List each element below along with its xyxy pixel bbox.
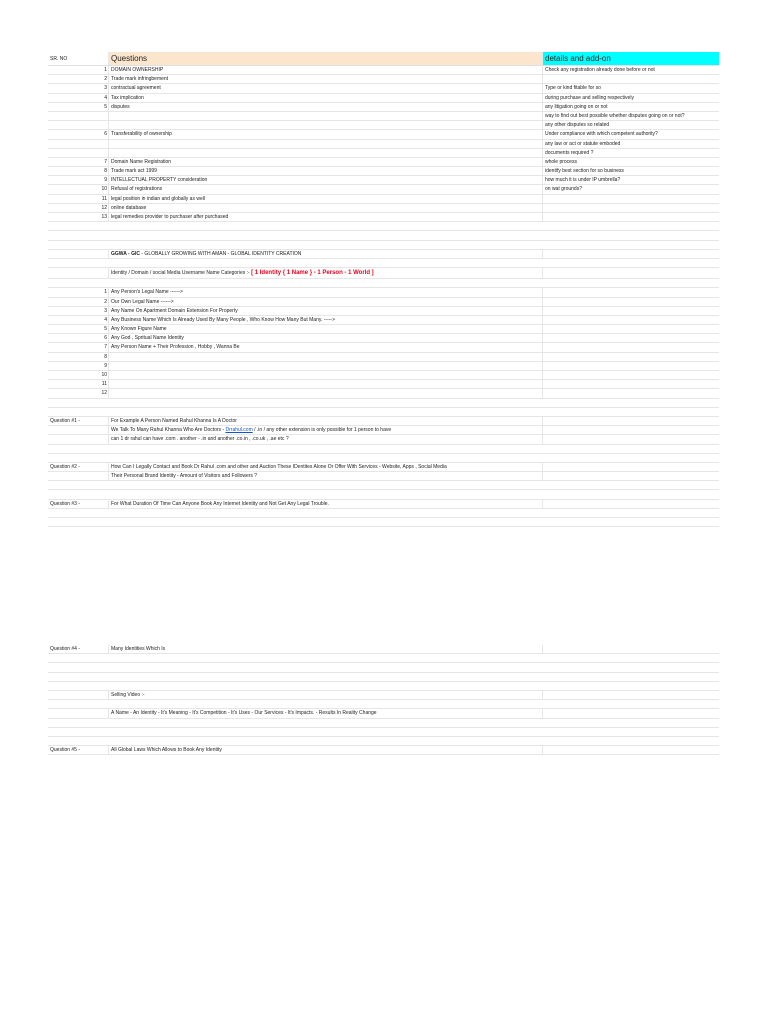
category-row	[48, 334, 719, 343]
question-row	[48, 103, 719, 112]
row-detail	[543, 213, 719, 221]
question-row	[48, 195, 719, 204]
row-text	[109, 140, 543, 148]
row-detail: any other disputes so related	[545, 122, 610, 129]
q2-row	[48, 463, 719, 472]
blank-row	[48, 222, 719, 231]
row-number: 12	[48, 204, 109, 212]
category-row	[48, 298, 719, 307]
question-row	[48, 167, 719, 176]
row-number: 5	[48, 325, 109, 333]
identity-categories-line	[109, 268, 543, 278]
row-text: legal position in indian and globally as well	[109, 195, 543, 203]
row-detail	[543, 343, 719, 351]
row-number: 6	[48, 334, 109, 342]
sheet-bottom	[48, 645, 719, 755]
row-text: Any Business Name Which Is Already Used By Many People , Who Know How Many But Many. ----->	[109, 316, 543, 324]
questions-table	[48, 66, 719, 222]
row-detail	[543, 389, 719, 397]
q3-label: Question #3 -	[48, 500, 109, 508]
header-details: details and add-on	[543, 52, 719, 65]
q1-line2: We Talk To Many Rahul Khanna Who Are Doctors - Drrahul.com / .in / any other extension is only possible for 1 person to have	[109, 426, 543, 434]
row-text	[109, 362, 543, 370]
category-row	[48, 325, 719, 334]
category-row	[48, 288, 719, 297]
row-detail	[543, 380, 719, 388]
row-text: disputes	[109, 103, 543, 111]
question-row	[48, 66, 719, 75]
row-number: 3	[48, 307, 109, 315]
identity-categories-text: Identity / Domain / social Media Username Name Categories :-	[111, 270, 252, 277]
blank-row	[48, 518, 719, 527]
row-number: 10	[48, 185, 109, 193]
row-detail	[543, 353, 719, 361]
selling-video-label: Selling Video :-	[109, 691, 543, 699]
row-text	[109, 380, 543, 388]
row-text: Tax implication	[109, 94, 543, 102]
row-text: Trade mark infringbement	[109, 75, 543, 83]
identity-row	[48, 268, 719, 279]
blank-row	[48, 408, 719, 417]
ggwa-row	[48, 250, 719, 259]
category-row	[48, 316, 719, 325]
row-detail: any law or act or statute emboded	[545, 140, 621, 147]
q4-row	[48, 645, 719, 654]
row-number: 2	[48, 298, 109, 306]
blank-row	[48, 509, 719, 518]
question-row	[48, 94, 719, 103]
categories-list	[48, 288, 719, 398]
row-detail	[543, 195, 719, 203]
row-detail: whole process	[545, 158, 577, 165]
blank-row	[48, 654, 719, 663]
category-row	[48, 307, 719, 316]
row-text: Any Person's Legal Name ------>	[109, 288, 543, 296]
blank-row	[48, 259, 719, 268]
row-text	[109, 121, 543, 129]
row-detail: Check any registration already done before or not	[545, 67, 655, 73]
q1-row	[48, 435, 719, 444]
row-number: 8	[48, 167, 109, 175]
header-sr-no: SR. NO	[48, 52, 109, 65]
row-number: 3	[48, 84, 109, 92]
row-detail	[543, 298, 719, 306]
row-detail: Under compliance with which competent authority?	[545, 131, 658, 138]
question-row	[48, 75, 719, 84]
row-number: 9	[48, 362, 109, 370]
ggwa-title	[109, 250, 543, 258]
blank-row	[48, 682, 719, 691]
row-detail: documents required ?	[545, 149, 594, 156]
q1-row	[48, 426, 719, 435]
row-detail	[543, 334, 719, 342]
question-row	[48, 121, 719, 130]
row-number: 6	[48, 130, 109, 138]
aname-row	[48, 709, 719, 718]
row-number	[48, 149, 109, 157]
question-row	[48, 130, 719, 139]
row-number: 7	[48, 343, 109, 351]
blank-row	[48, 445, 719, 454]
question-row	[48, 112, 719, 121]
category-row	[48, 389, 719, 398]
row-detail	[543, 325, 719, 333]
blank-row	[48, 279, 719, 288]
blank-row	[48, 700, 719, 709]
header-questions: Questions	[109, 52, 543, 65]
row-detail: identify best section for so business	[545, 168, 624, 175]
blank-row	[48, 490, 719, 499]
blank-row	[48, 737, 719, 746]
row-number	[48, 121, 109, 129]
q4-label: Question #4 -	[48, 645, 109, 653]
aname-line: A Name - An Identity - It's Meaning - It's Competition - It's Uses - Our Services - It's Impacts. - Results In Reality Change	[109, 709, 543, 717]
row-detail: any litigation going on or not	[545, 103, 608, 110]
row-text	[109, 389, 543, 397]
q5-label: Question #5 -	[48, 746, 109, 754]
row-number: 13	[48, 213, 109, 221]
blank-row	[48, 663, 719, 672]
row-text: Trade mark act 1999	[109, 167, 543, 175]
row-text: Any God , Spritual Name Identity	[109, 334, 543, 342]
row-number	[48, 112, 109, 120]
row-number: 11	[48, 380, 109, 388]
row-detail	[543, 371, 719, 379]
q1-line3: can 1 dr rahul can have .com . another - .in and another .co.in , .co.uk , .ae etc ?	[109, 435, 543, 443]
q4-line1: Many Identities Which Is	[109, 645, 543, 653]
row-text: INTELLECTUAL PROPERTY consideration	[109, 176, 543, 184]
category-row	[48, 371, 719, 380]
identity-rule-highlight: [ 1 Identity { 1 Name } - 1 Person - 1 World ]	[251, 270, 374, 277]
row-text: Refusal of registrations	[109, 185, 543, 193]
row-detail: on wat grounds?	[545, 186, 582, 193]
q5-line1: All Global Laws Which Allows to Book Any Identity	[109, 746, 543, 754]
q2-label: Question #2 -	[48, 463, 109, 471]
row-detail: way to find out best possible whether disputes going on or not?	[545, 112, 685, 119]
category-row	[48, 380, 719, 389]
row-text	[109, 112, 543, 120]
row-text: Transferability of ownership	[109, 130, 543, 138]
row-detail	[543, 307, 719, 315]
q3-line1: For What Duration Of Time Can Anyone Book Any Internet Identity and Not Get Any Legal Trouble.	[109, 500, 543, 508]
row-detail	[543, 316, 719, 324]
category-row	[48, 353, 719, 362]
selling-row	[48, 691, 719, 700]
row-detail	[543, 204, 719, 212]
row-detail	[543, 75, 719, 83]
blank-row	[48, 481, 719, 490]
question-row	[48, 140, 719, 149]
question-row	[48, 149, 719, 158]
row-text	[109, 149, 543, 157]
row-number: 11	[48, 195, 109, 203]
row-number: 1	[48, 66, 109, 74]
row-number: 10	[48, 371, 109, 379]
row-text: Any Known Figure Name	[109, 325, 543, 333]
question-row	[48, 84, 719, 93]
question-row	[48, 213, 719, 222]
row-number: 8	[48, 353, 109, 361]
blank-row	[48, 231, 719, 240]
row-text: contractual agreement	[109, 84, 543, 92]
row-number: 4	[48, 94, 109, 102]
row-text: Our Own Legal Name ------>	[109, 298, 543, 306]
q2-row	[48, 472, 719, 481]
question-row	[48, 185, 719, 194]
q5-row	[48, 746, 719, 755]
row-number: 7	[48, 158, 109, 166]
row-detail: during purchase and selling respectively	[545, 94, 634, 101]
blank-row	[48, 241, 719, 250]
ggwa-acronym: GGWA - GIC	[111, 250, 140, 257]
q2-line2: Their Personal Brand Identity - Amount of Visitors and Followers ?	[109, 472, 543, 480]
q1-row	[48, 417, 719, 426]
row-detail	[543, 362, 719, 370]
question-row	[48, 176, 719, 185]
category-row	[48, 343, 719, 352]
row-text	[109, 353, 543, 361]
row-number	[48, 140, 109, 148]
sheet-top	[48, 52, 719, 527]
row-number: 5	[48, 103, 109, 111]
drrahul-link[interactable]: Drrahul.com	[225, 427, 253, 434]
row-detail: Type or kind fitable for so	[545, 85, 601, 92]
row-number: 1	[48, 288, 109, 296]
row-text: Any Person Name + Their Profession , Hobby , Wanna Be	[109, 343, 543, 351]
blank-row	[48, 399, 719, 408]
ggwa-expansion: - GLOBALLY GROWING WITH AMAN - GLOBAL IDENTITY CREATION	[139, 250, 302, 257]
category-row	[48, 362, 719, 371]
row-text: Domain Name Registration	[109, 158, 543, 166]
blank-row	[48, 454, 719, 463]
q2-line1: How Can I Legally Contact and Book Dr Rahul .com and other and Auction These IDentites Alone Or Offer With Services - Website, Apps , Social Media	[109, 463, 543, 471]
blank-row	[48, 673, 719, 682]
row-number: 2	[48, 75, 109, 83]
q3-row	[48, 500, 719, 509]
row-number: 4	[48, 316, 109, 324]
row-number: 9	[48, 176, 109, 184]
row-number: 12	[48, 389, 109, 397]
row-text: online database	[109, 204, 543, 212]
blank-row	[48, 719, 719, 728]
row-detail	[543, 288, 719, 296]
blank-row	[48, 728, 719, 737]
row-text	[109, 371, 543, 379]
header-row	[48, 52, 719, 66]
q1-label: Question #1 -	[48, 417, 109, 425]
question-row	[48, 158, 719, 167]
q1-line1: For Example A Person Named Rahul Khanna Is A Doctor	[109, 417, 543, 425]
row-text: DOMAIN OWNERSHIP	[109, 66, 543, 74]
row-text: legal remedies provider to purchaser after purchased	[109, 213, 543, 221]
row-text: Any Name On Apartment Domain Extension For Property	[109, 307, 543, 315]
question-row	[48, 204, 719, 213]
row-detail: how much it is under IP umbrella?	[545, 177, 621, 184]
